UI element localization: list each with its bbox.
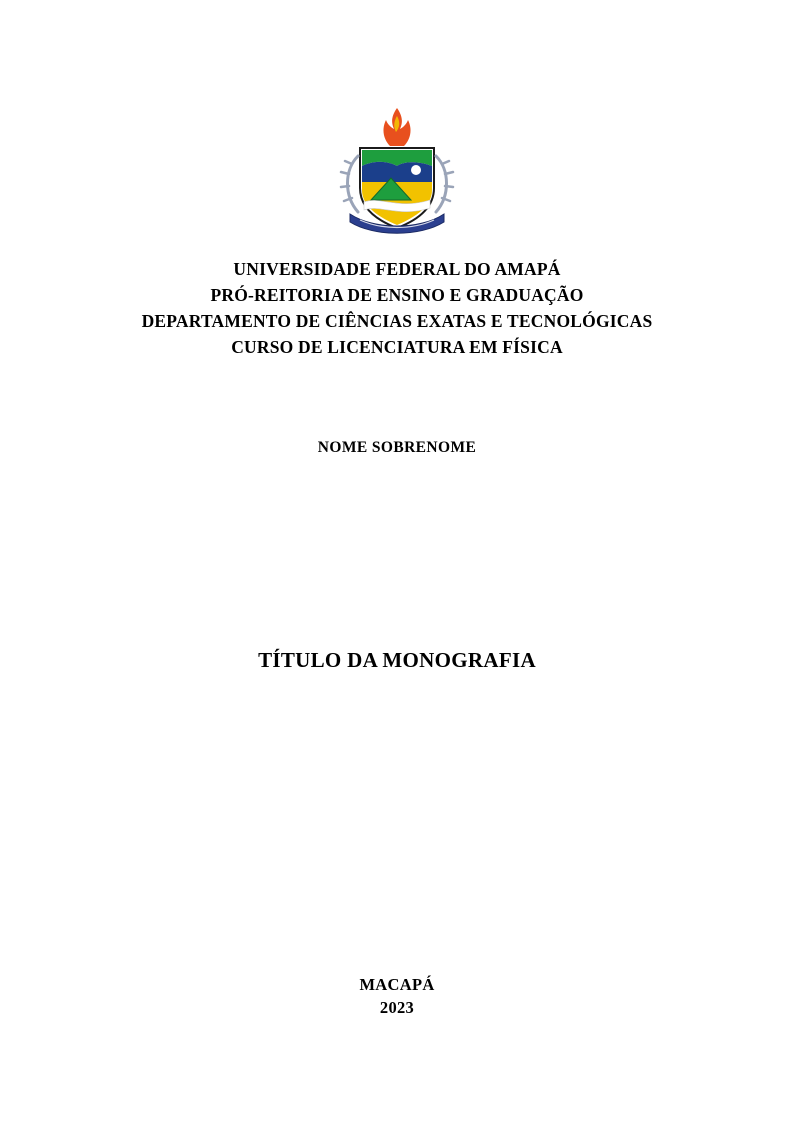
city-label: MACAPÁ xyxy=(359,975,435,994)
institution-line-university: UNIVERSIDADE FEDERAL DO AMAPÁ xyxy=(233,259,561,279)
footer-block xyxy=(60,973,734,1019)
institution-block xyxy=(60,256,734,360)
institution-line-curso: CURSO DE LICENCIATURA EM FÍSICA xyxy=(231,337,563,357)
institution-line-departamento: DEPARTAMENTO DE CIÊNCIAS EXATAS E TECNOLÓGICAS xyxy=(141,311,653,331)
emblem-container xyxy=(0,104,794,238)
institution-line-proreitoria: PRÓ-REITORIA DE ENSINO E GRADUAÇÃO xyxy=(210,285,584,305)
university-coat-of-arms-icon xyxy=(336,104,458,238)
document-title: TÍTULO DA MONOGRAFIA xyxy=(258,648,536,672)
author-name: NOME SOBRENOME xyxy=(317,439,477,456)
year-label: 2023 xyxy=(379,998,415,1017)
